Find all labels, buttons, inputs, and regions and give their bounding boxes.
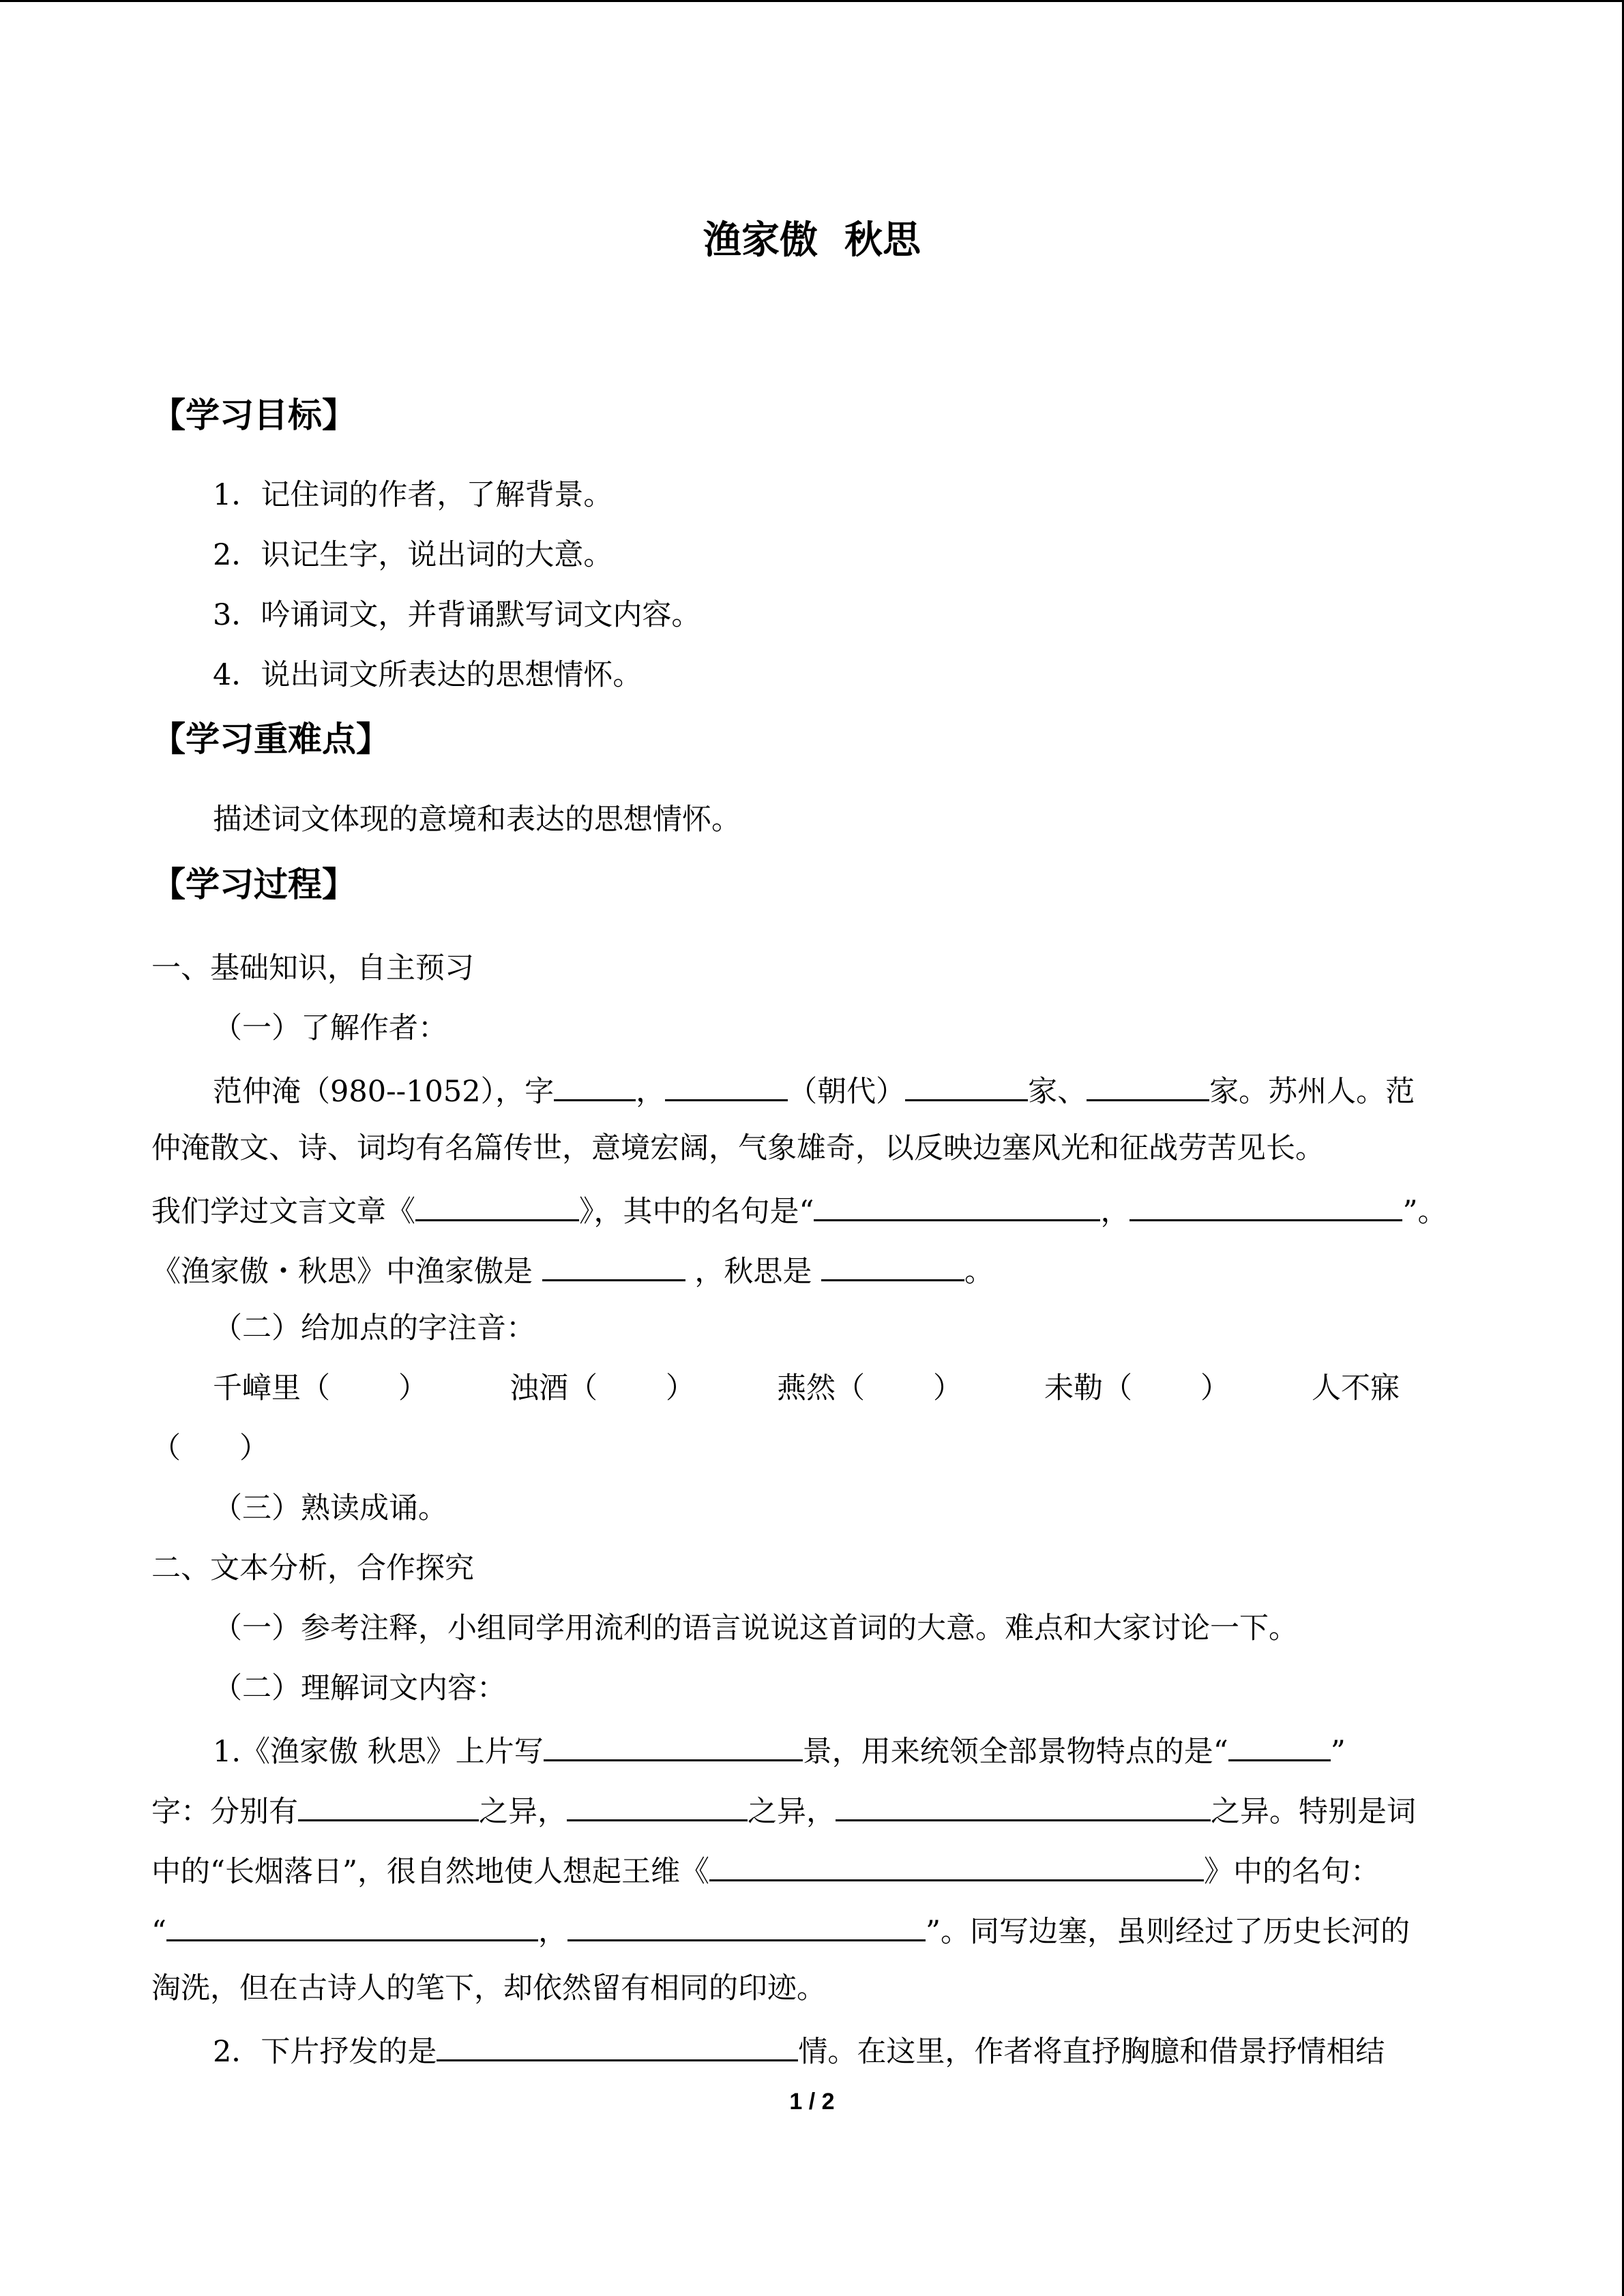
- blank-field[interactable]: [1087, 1068, 1209, 1101]
- blank-field[interactable]: [814, 1188, 1100, 1221]
- part1-sub2: （二）给加点的字注音：: [213, 1311, 535, 1345]
- blank-field[interactable]: [821, 1248, 964, 1281]
- difficulty-text: 描述词文体现的意境和表达的思想情怀。: [213, 803, 741, 837]
- goals-heading: 【学习目标】: [151, 396, 356, 435]
- blank-field[interactable]: [665, 1068, 788, 1101]
- part2-sub1: （一）参考注释，小组同学用流利的语言说说这首词的大意。难点和大家讨论一下。: [213, 1611, 1298, 1645]
- blank-field[interactable]: [567, 1908, 926, 1941]
- document-title: 渔家傲 秋思: [703, 218, 921, 263]
- blank-field[interactable]: [1228, 1728, 1331, 1761]
- q1-line-4: “ ， ”。同写边塞，虽则经过了历史长河的: [151, 1908, 1410, 1952]
- page-top-border: [0, 0, 1624, 2]
- pinyin-row: 千嶂里（ ） 浊酒（ ） 燕然（ ） 未勒（ ） 人不寐: [213, 1371, 1400, 1405]
- author-line-1: 范仲淹（980--1052），字 ， （朝代） 家、 家。苏州人。范: [213, 1068, 1415, 1112]
- part2-title: 二、文本分析，合作探究: [151, 1551, 474, 1585]
- blank-field[interactable]: [166, 1908, 538, 1941]
- goal-item: 4．说出词文所表达的思想情怀。: [213, 658, 643, 692]
- part1-title: 一、基础知识，自主预习: [151, 951, 474, 985]
- q1-line-1: 1.《渔家傲 秋思》上片写 景，用来统领全部景物特点的是“ ”: [213, 1728, 1346, 1772]
- blank-field[interactable]: [544, 1728, 803, 1761]
- part1-sub3: （三）熟读成诵。: [213, 1491, 447, 1525]
- goal-item: 3．吟诵词文，并背诵默写词文内容。: [213, 598, 701, 632]
- pinyin-tail: （ ）: [151, 1431, 269, 1465]
- blank-field[interactable]: [1130, 1188, 1402, 1221]
- process-heading: 【学习过程】: [151, 865, 356, 904]
- q1-line-5: 淘洗，但在古诗人的笔下，却依然留有相同的印迹。: [151, 1971, 826, 2006]
- blank-field[interactable]: [836, 1788, 1211, 1821]
- blank-field[interactable]: [554, 1068, 636, 1101]
- goal-item: 1．记住词的作者，了解背景。: [213, 478, 613, 512]
- part1-sub1: （一）了解作者：: [213, 1011, 447, 1045]
- goal-item: 2．识记生字，说出词的大意。: [213, 538, 613, 572]
- blank-field[interactable]: [298, 1788, 479, 1821]
- author-line-3: 我们学过文言文章《 》，其中的名句是“ ， ”。: [151, 1188, 1447, 1232]
- blank-field[interactable]: [709, 1848, 1204, 1881]
- page-number: 1 / 2: [789, 2089, 835, 2115]
- blank-field[interactable]: [437, 2028, 798, 2061]
- difficulty-heading: 【学习重难点】: [151, 719, 390, 759]
- blank-field[interactable]: [905, 1068, 1028, 1101]
- blank-field[interactable]: [567, 1788, 748, 1821]
- q2-line-1: 2．下片抒发的是 情。在这里，作者将直抒胸臆和借景抒情相结: [213, 2028, 1385, 2072]
- part2-sub2: （二）理解词文内容：: [213, 1671, 506, 1705]
- author-line-4: 《渔家傲・秋思》中渔家傲是 ，秋思是 。: [151, 1248, 994, 1292]
- blank-field[interactable]: [542, 1248, 685, 1281]
- q1-line-3: 中的“长烟落日”，很自然地使人想起王维《 》中的名句：: [151, 1848, 1380, 1892]
- blank-field[interactable]: [415, 1188, 579, 1221]
- q1-line-2: 字：分别有 之异， 之异， 之异。特别是词: [151, 1788, 1416, 1832]
- author-line-2: 仲淹散文、诗、词均有名篇传世，意境宏阔，气象雄奇，以反映边塞风光和征战劳苦见长。: [151, 1131, 1325, 1165]
